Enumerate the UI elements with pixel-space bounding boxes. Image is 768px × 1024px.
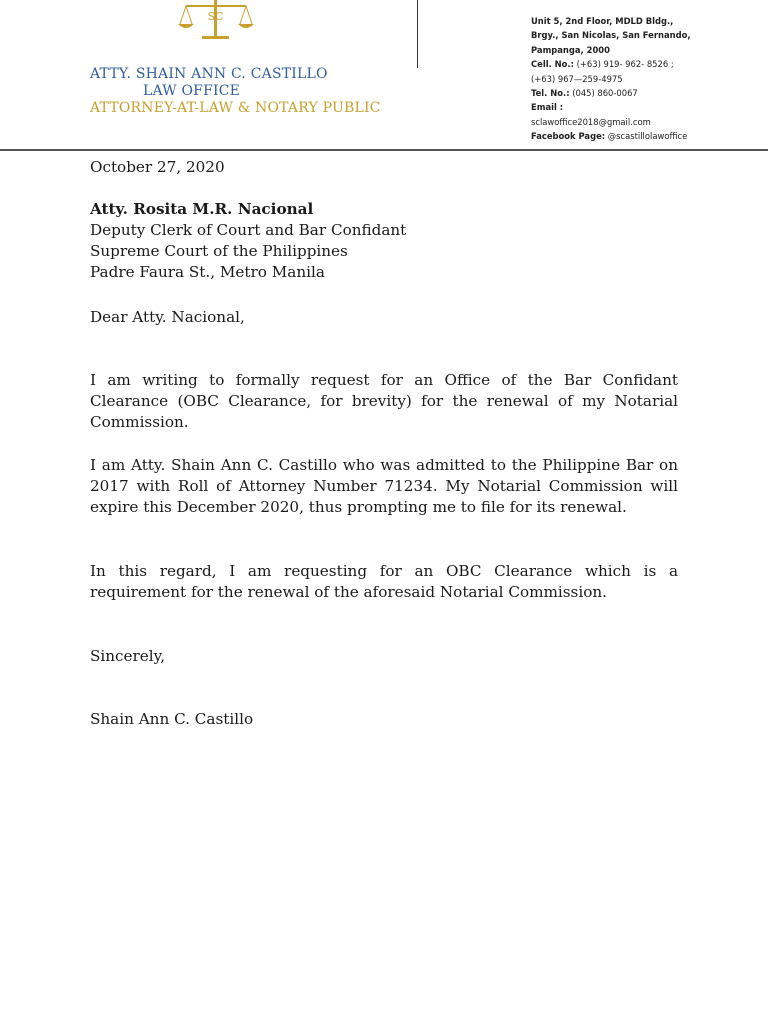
office-label: LAW OFFICE <box>143 83 241 99</box>
law-office-logo <box>168 0 264 42</box>
recipient-line: Supreme Court of the Philippines <box>90 242 348 260</box>
email-value: sclawoffice2018@gmail.com <box>531 116 651 127</box>
recipient-line: Padre Faura St., Metro Manila <box>90 263 325 281</box>
body-paragraph-3: In this regard, I am requesting for an OBC Clearance which is a requirement for the renewal of the aforesaid Notarial Commission. <box>90 562 678 601</box>
firm-name: ATTY. SHAIN ANN C. CASTILLO <box>90 66 328 82</box>
tel-value: (045) 860-0067 <box>572 88 638 99</box>
facebook-line <box>531 129 691 143</box>
body-paragraph-2: I am Atty. Shain Ann C. Castillo who was admitted to the Philippine Bar on 2017 with Roll of Attorney Number 71234. My Notarial Commission will expire this December 2020, thus prompting me to file for its renewal. <box>90 456 678 516</box>
signer-name: Shain Ann C. Castillo <box>90 710 254 728</box>
email-label: Email : <box>531 102 564 113</box>
cell-label: Cell. No.: <box>531 59 574 70</box>
tel-number-line <box>531 86 691 100</box>
salutation: Dear Atty. Nacional, <box>90 308 245 326</box>
address-line: Unit 5, 2nd Floor, MDLD Bldg., <box>531 16 674 26</box>
recipient-line: Deputy Clerk of Court and Bar Confidant <box>90 221 407 239</box>
cell-value-2: (+63) 967—259-4975 <box>531 73 623 84</box>
closing: Sincerely, <box>90 647 166 665</box>
cell-number-line <box>531 57 691 71</box>
recipient-name: Atty. Rosita M.R. Nacional <box>90 200 314 218</box>
facebook-label: Facebook Page: <box>531 131 606 142</box>
contact-info <box>531 14 691 144</box>
body-paragraph-1: I am writing to formally request for an Office of the Bar Confidant Clearance (OBC Clearance, for brevity) for the renewal of my Notarial Commission. <box>90 371 678 431</box>
header-divider-vertical <box>417 0 418 68</box>
address-line: Pampanga, 2000 <box>531 44 610 55</box>
letter-date: October 27, 2020 <box>90 158 225 176</box>
firm-title: ATTORNEY-AT-LAW & NOTARY PUBLIC <box>90 100 381 116</box>
firm-name-block <box>90 66 381 117</box>
logo-monogram: SC <box>207 10 224 23</box>
address-line: Brgy., San Nicolas, San Fernando, <box>531 30 691 41</box>
tel-label: Tel. No.: <box>531 88 570 99</box>
header-divider-horizontal <box>0 149 768 151</box>
scales-of-justice-icon <box>168 0 264 42</box>
facebook-value: @scastillolawoffice <box>607 131 688 142</box>
cell-value: (+63) 919- 962- 8526 ; <box>576 59 674 70</box>
recipient-block <box>90 199 678 283</box>
